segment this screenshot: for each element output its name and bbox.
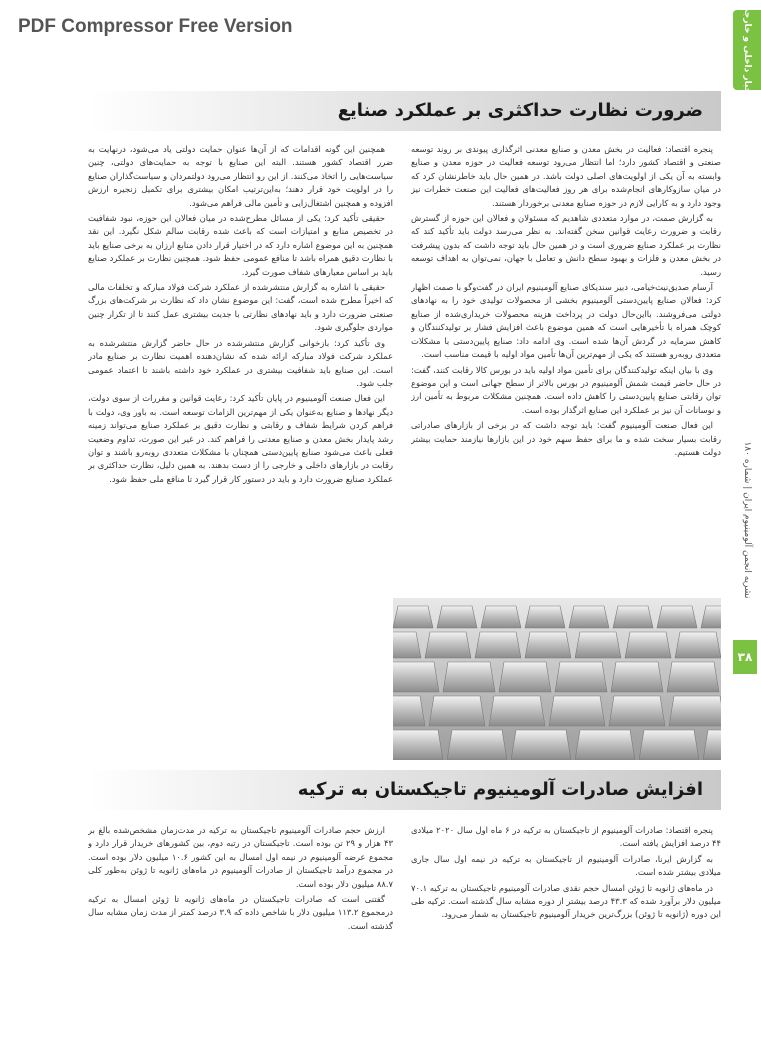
ingot-shape — [669, 696, 721, 726]
ingot-shape — [625, 632, 671, 658]
paragraph: پنجره اقتصاد: فعالیت در بخش معدن و صنایع معدنی اثرگذاری پیوندی بر روند توسعه صنعتی و اقتصاد کشور دارد؛ اما انتظار می‌رود توسعه فعالیت در حوزه معدن و صنایع وابسته به آن یکی از اولویت‌های اصلی دولت باشد. در همین حال باید خاطرنشان کرد که در میان سازوکارهای انجام‌شده برای هر روز فعالیت‌های فعالیت این صنعت خطرات نیز وجود دارد و به کارایی لازم در حوزه صنایع معدنی برخوردار هستند. — [411, 144, 721, 208]
ingot-shape — [481, 606, 521, 628]
aluminium-ingots-photo — [393, 598, 721, 760]
paragraph: در ماه‌های ژانویه تا ژوئن امسال حجم نقدی صادرات آلومینیوم تاجیکستان به ترکیه ۷۰.۱ میلیون دلار برآورد شده که ۴۳.۳ درصد بیشتر از دوره مشابه سال گذشته است. ترکیه طی این دوره (ژانویه تا ژوئن) بزرگ‌ترین خریدار آلومینیوم تاجیکستان به شمار می‌رود. — [411, 882, 721, 920]
ingot-shape — [549, 696, 605, 726]
ingot-shape — [393, 632, 421, 658]
article1-headline-bar — [88, 91, 721, 131]
ingot-shape — [475, 632, 521, 658]
ingot-shape — [675, 632, 721, 658]
article2-column-left — [88, 824, 393, 954]
ingot-shape — [657, 606, 697, 628]
ingot-shape — [425, 632, 471, 658]
ingot-shape — [393, 606, 433, 628]
ingot-shape — [639, 730, 699, 760]
ingot-shape — [393, 662, 439, 692]
ingot-shape — [575, 632, 621, 658]
ingot-shape — [555, 662, 607, 692]
paragraph: حقیقی با اشاره به گزارش منتشرشده از عملکرد شرکت فولاد مبارکه و تخلفات مالی که اخیراً مطرح شده است، گفت: این موضوع نشان داد که نظارت بر شرکت‌های بزرگ صنعتی ضرورت دارد و باید نهادهای نظارتی با جدیت بیشتری عمل کنند تا از تکرار چنین مواردی جلوگیری شود. — [88, 282, 393, 333]
running-head-text: نشریه انجمن آلومینیوم ایران | شماره ۱۸۰ — [742, 441, 752, 599]
ingot-shape — [575, 730, 635, 760]
paragraph: ارزش حجم صادرات آلومینیوم تاجیکستان به ترکیه در مدت‌زمان مشخص‌شده بالغ بر ۴۳ هزار و ۲۹ تن بوده است. تاجیکستان در رتبه دوم، بین کشورهای خریدار قرار دارد و مجموع عرضه آلومینیوم در نیمه اول امسال به این کشور ۱۰.۶ میلیون دلار بوده است. در مجموع درآمد تاجیکستان از صادرات آلومینیوم در ماه‌های ژانویه تا ژوئن به‌طور کلی ۸۸.۷ میلیون دلار بوده است. — [88, 825, 393, 889]
paragraph: به گزارش صمت، در موارد متعددی شاهدیم که مسئولان و فعالان این حوزه از گسترش رقابت و ضرورت رعایت قوانین سخن گفته‌اند. به نظر می‌رسد دولت باید تأکید کند که نظارت بر عملکرد صنایع ضروری است و در همین حال باید توجه داشت که بدون پیشرفت در بخش معدن و فلزات و بهبود سطح دانش و تعامل با جهان، نمی‌توان به اهداف توسعه رسید. — [411, 213, 721, 277]
ingot-shape — [429, 696, 485, 726]
paragraph: حقیقی تأکید کرد: یکی از مسائل مطرح‌شده در میان فعالان این حوزه، نبود شفافیت در تخصیص منابع و امتیازات است که باعث شده رقابت سالم شکل نگیرد. این نقد همچنین به این موضوع اشاره دارد که در اختیار قرار دادن منابع ارزان به برخی صنایع باید با نظارت دقیق همراه باشد تا منافع عمومی حفظ شود. همچنین نظارت بر عملکرد صنایع باید بر اساس معیارهای شفاف صورت گیرد. — [88, 213, 393, 277]
ingot-shape — [525, 632, 571, 658]
ingot-shape — [499, 662, 551, 692]
paragraph: پنجره اقتصاد: صادرات آلومینیوم از تاجیکستان به ترکیه در ۶ ماه اول سال ۲۰۲۰ میلادی ۴۴ درصد افزایش یافته است. — [411, 825, 721, 849]
ingot-shape — [393, 696, 425, 726]
section-tab-label: اخبار داخلی و خارجی — [742, 2, 752, 98]
section-tab — [733, 2, 761, 98]
paragraph: به گزارش ایرنا، صادرات آلومینیوم از تاجیکستان به ترکیه در نیمه اول سال جاری میلادی بیشتر شده است. — [411, 853, 721, 878]
ingot-shape — [393, 730, 443, 760]
article1-column-left — [88, 143, 393, 763]
ingot-shape — [511, 730, 571, 760]
paragraph: آرسام صدیق‌نیت‌خیامی، دبیر سندیکای صنایع آلومینیوم ایران در گفت‌وگو با صمت اظهار کرد: فعالان صنایع پایین‌دستی آلومینیوم بخشی از محصولات تولیدی خود را به نهادهای دولتی می‌فروشند. بااین‌حال دولت در پرداخت هزینه محصولات خریداری‌شده از صنایع کوچک همراه با تأخیرهایی است که همین موضوع باعث افزایش فشار بر تولیدکنندگان و کاهش سرمایه در گردش آن‌ها شده است. وی ادامه داد: صنایع پایین‌دستی با مشکلات متعددی روبه‌رو هستند که یکی از مهم‌ترین آن‌ها تأمین مواد اولیه با قیمت مناسب است. — [411, 282, 721, 360]
page-number: ۳۸ — [733, 640, 757, 674]
ingot-shape — [611, 662, 663, 692]
ingot-shape — [609, 696, 665, 726]
paragraph: وی با بیان اینکه تولیدکنندگان برای تأمین مواد اولیه باید در بورس کالا رقابت کنند، گفت: در حال حاضر قیمت شمش آلومینیوم در بورس بالاتر از سطح جهانی است و این موضوع توان رقابتی صنایع پایین‌دستی را کاهش داده است. همچنین مشکلات مربوط به تأمین ارز و نوسانات آن نیز بر عملکرد این صنایع اثرگذار بوده است. — [411, 364, 721, 415]
ingot-shape — [437, 606, 477, 628]
running-head — [737, 400, 757, 640]
ingot-shape — [569, 606, 609, 628]
ingot-shape — [667, 662, 719, 692]
ingot-shape — [525, 606, 565, 628]
paragraph: گفتنی است که صادرات تاجیکستان در ماه‌های ژانویه تا ژوئن امسال به ترکیه درمجموع ۱۱۳.۲ میلیون دلار با شاخص داده که ۳.۹ درصد کمتر از مدت زمان مشابه سال گذشته است. — [88, 894, 393, 931]
ingot-shape — [447, 730, 507, 760]
article2-headline-bar — [88, 770, 721, 810]
paragraph: این فعال صنعت آلومینیوم در پایان تأکید کرد: رعایت قوانین و مقررات از سوی دولت، دیگر نهادها و صنایع به‌عنوان یکی از مهم‌ترین الزامات توسعه است. به باور وی، دولت با فراهم کردن شرایط شفاف و رقابتی و نظارت دقیق بر عملکرد صنایع می‌تواند زمینه رشد پایدار بخش معدن و صنایع معدنی را فراهم کند. در غیر این صورت، تداوم وضعیت فعلی باعث می‌شود صنایع پایین‌دستی همچنان با مشکلات متعددی روبه‌رو باشند و توان رقابت در بازارهای داخلی و خارجی را از دست بدهند. به همین دلیل، نظارت حداکثری بر عملکرد صنایع ضرورت دارد و باید در دستور کار قرار گیرد تا منافع ملی حفظ شود. — [88, 393, 393, 484]
paragraph: این فعال صنعت آلومینیوم گفت: باید توجه داشت که در برخی از بازارهای صادراتی رقابت بسیار سخت شده و ما برای حفظ سهم خود در این بازارها نیازمند حمایت بیشتر دولت هستیم. — [411, 420, 721, 457]
paragraph: همچنین این گونه اقدامات که از آن‌ها عنوان حمایت دولتی یاد می‌شود، درنهایت به ضرر اقتصاد کشور هستند. البته این صنایع با توجه به حمایت‌های دولتی، چنین سیاست‌هایی را اتخاذ می‌کنند. از این رو انتظار می‌رود دولتمردان و سیاست‌گذاران صنایع را در اولویت خود قرار دهند؛ به‌این‌ترتیب امکان بیشتری برای تکمیل زنجیره ارزش افزوده و همچنین اشتغال‌زایی و تأمین مالی فراهم می‌شود. — [88, 144, 393, 208]
ingot-shape — [489, 696, 545, 726]
article2-title: افزایش صادرات آلومینیوم تاجیکستان به ترکیه — [297, 779, 703, 800]
article1-column-right — [411, 143, 721, 593]
article2-column-right — [411, 824, 721, 974]
ingot-shape — [443, 662, 495, 692]
paragraph: وی تأکید کرد: بازخوانی گزارش منتشرشده در حال حاضر گزارش منتشرشده به عملکرد شرکت فولاد مبارکه ارائه شده که نشان‌دهنده اهمیت نظارت بر صنایع مادر است. این صنایع باید شفافیت بیشتری در عملکرد خود داشته باشند تا اعتماد عمومی جلب شود. — [88, 337, 393, 388]
watermark-text: PDF Compressor Free Version — [18, 16, 293, 37]
article1-title: ضرورت نظارت حداکثری بر عملکرد صنایع — [337, 100, 703, 121]
ingot-shape — [613, 606, 653, 628]
